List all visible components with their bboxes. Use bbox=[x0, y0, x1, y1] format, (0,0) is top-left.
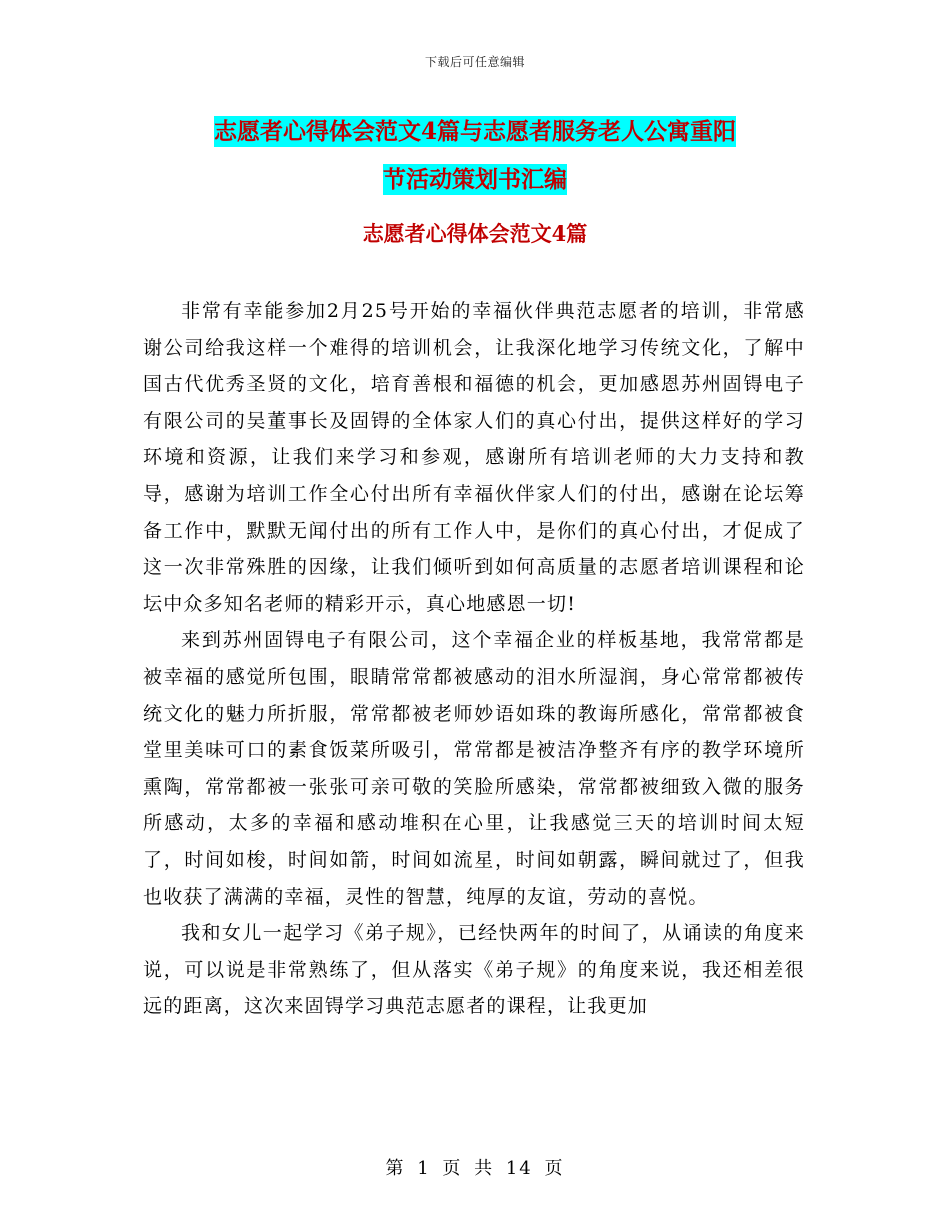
page-footer: 第 1 页 共 14 页 bbox=[385, 1158, 565, 1179]
paragraph-2: 来到苏州固锝电子有限公司，这个幸福企业的样板基地，我常常都是被幸福的感觉所包围，眼睛常常都被感动的泪水所湿润，身心常常都被传统文化的魅力所折服，常常都被老师妙语如珠的教诲所感化，常常都被食堂里美味可口的素食饭菜所吸引，常常都是被洁净整齐有序的教学环境所熏陶，常常都被一张张可亲可敬的笑脸所感染，常常都被细致入微的服务所感动，太多的幸福和感动堆积在心里，让我感觉三天的培训时间太短了，时间如梭，时间如箭，时间如流星，时间如朝露，瞬间就过了，但我也收获了满满的幸福，灵性的智慧，纯厚的友谊，劳动的喜悦。 bbox=[143, 629, 805, 908]
document-title-line-1: 志愿者心得体会范文4篇与志愿者服务老人公寓重阳 bbox=[213, 118, 736, 145]
document-title-line-2: 节活动策划书汇编 bbox=[383, 166, 567, 193]
section-title: 志愿者心得体会范文4篇 bbox=[362, 221, 588, 246]
document-title bbox=[140, 108, 810, 204]
paragraph-3: 我和女儿一起学习《弟子规》，已经快两年的时间了，从诵读的角度来说，可以说是非常熟练了，但从落实《弟子规》的角度来说，我还相差很远的距离，这次来固锝学习典范志愿者的课程，让我更加 bbox=[143, 922, 805, 1018]
paragraph-1: 非常有幸能参加2月25号开始的幸福伙伴典范志愿者的培训，非常感谢公司给我这样一个难得的培训机会，让我深化地学习传统文化，了解中国古代优秀圣贤的文化，培育善根和福德的机会，更加感恩苏州固锝电子有限公司的吴董事长及固锝的全体家人们的真心付出，提供这样好的学习环境和资源，让我们来学习和参观，感谢所有培训老师的大力支持和教导，感谢为培训工作全心付出所有幸福伙伴家人们的付出，感谢在论坛筹备工作中，默默无闻付出的所有工作人中，是你们的真心付出，才促成了这一次非常殊胜的因缘，让我们倾听到如何高质量的志愿者培训课程和论坛中众多知名老师的精彩开示，真心地感恩一切! bbox=[143, 300, 805, 615]
body-text bbox=[143, 293, 805, 1025]
header-note: 下载后可任意编辑 bbox=[424, 55, 525, 69]
